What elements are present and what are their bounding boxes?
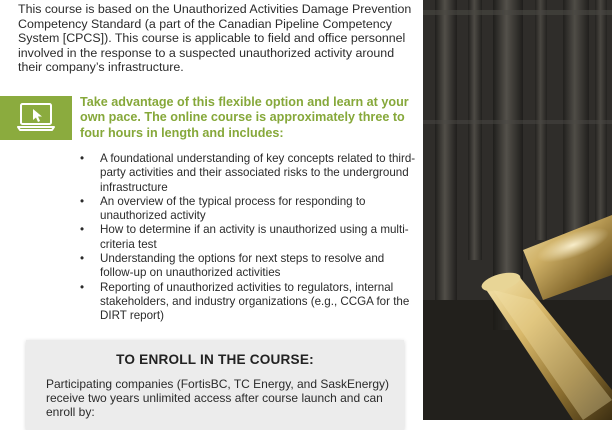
list-item: • An overview of the typical process for responding to unauthorized activity <box>98 195 418 224</box>
enroll-panel <box>26 340 404 430</box>
industrial-pipes-photo <box>423 0 612 420</box>
course-topics-list <box>98 152 418 324</box>
list-item: • How to determine if an activity is unauthorized using a multi-criteria test <box>98 223 418 252</box>
online-course-badge <box>0 96 72 140</box>
online-course-headline: Take advantage of this flexible option and learn at your own pace. The online course is approximately three to four hours in length and includes: <box>80 95 409 140</box>
list-item: • Understanding the options for next steps to resolve and follow-up on unauthorized activities <box>98 252 418 281</box>
laptop-cursor-icon <box>17 101 55 135</box>
enroll-title: TO ENROLL IN THE COURSE: <box>116 352 314 367</box>
pipes-illustration <box>423 0 612 420</box>
enroll-description: Participating companies (FortisBC, TC Energy, and SaskEnergy) receive two years unlimited access after course launch and can enroll by: <box>46 377 390 420</box>
course-intro-paragraph: This course is based on the Unauthorized Activities Damage Prevention Competency Standard (a part of the Canadian Pipeline Competency System [CPCS]). This course is applicable to field and office personnel involved in the response to a suspected unauthorized activity around their company’s infrastructure. <box>18 2 412 75</box>
list-item: • A foundational understanding of key concepts related to third-party activities and their associated risks to the underground infrastructure <box>98 152 418 195</box>
list-item: • Reporting of unauthorized activities to regulators, internal stakeholders, and industry organizations (e.g., CCGA for the DIRT report) <box>98 281 418 324</box>
